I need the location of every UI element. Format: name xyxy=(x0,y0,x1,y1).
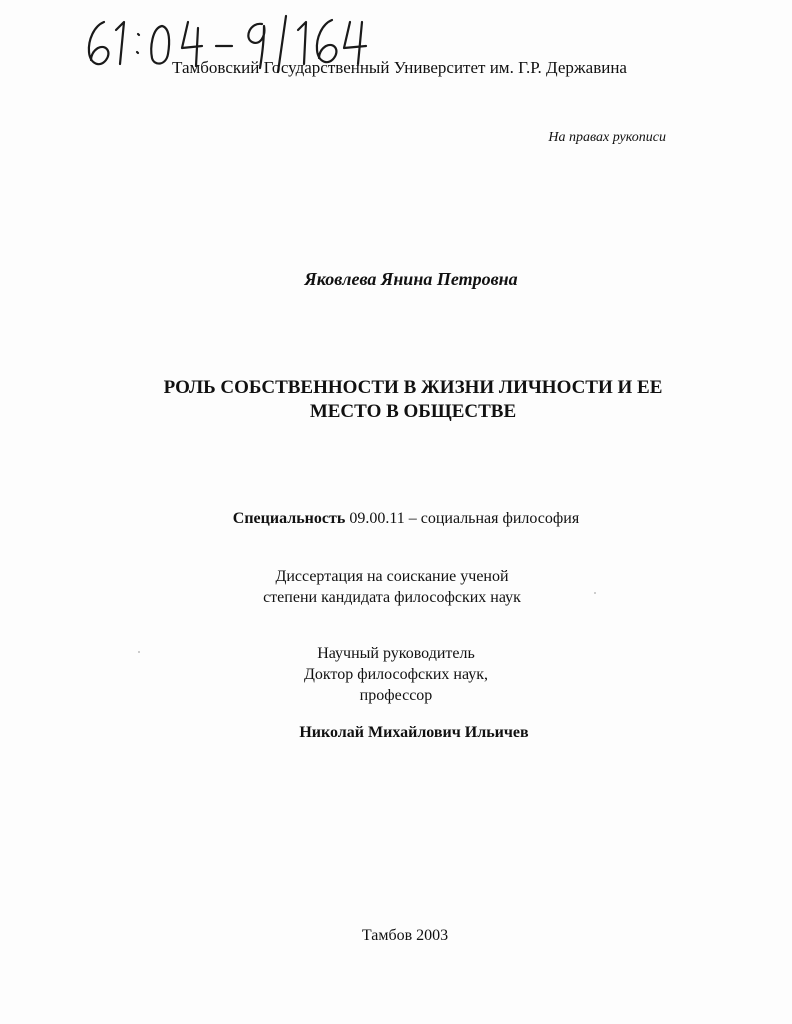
supervisor-rank: профессор xyxy=(359,687,433,704)
specialty-value: 09.00.11 – социальная философия xyxy=(345,510,580,527)
dissertation-title xyxy=(0,376,792,424)
university-name: Тамбовский Государственный Университет им. Г.Р. Державина xyxy=(172,58,627,77)
supervisor-role: Научный руководитель xyxy=(317,645,475,662)
supervisor-name: Николай Михайлович Ильичев xyxy=(299,724,529,741)
manuscript-rights-note: На правах рукописи xyxy=(548,130,666,145)
city-year: Тамбов 2003 xyxy=(361,927,449,944)
supervisor-degree: Доктор философских наук, xyxy=(303,666,489,683)
scan-speck xyxy=(594,592,596,594)
author-name: Яковлева Янина Петровна xyxy=(304,269,518,289)
title-line-1: РОЛЬ СОБСТВЕННОСТИ В ЖИЗНИ ЛИЧНОСТИ И ЕЕ xyxy=(163,377,663,398)
dissertation-line-1: Диссертация на соискание ученой xyxy=(275,568,509,585)
dissertation-line-2: степени кандидата философских наук xyxy=(263,589,521,606)
title-line-2: МЕСТО В ОБЩЕСТВЕ xyxy=(309,401,517,422)
supervisor-block xyxy=(0,643,792,706)
specialty-label: Специальность xyxy=(232,510,346,527)
specialty xyxy=(0,510,792,528)
dissertation-purpose xyxy=(0,566,784,608)
scan-speck xyxy=(138,651,140,653)
